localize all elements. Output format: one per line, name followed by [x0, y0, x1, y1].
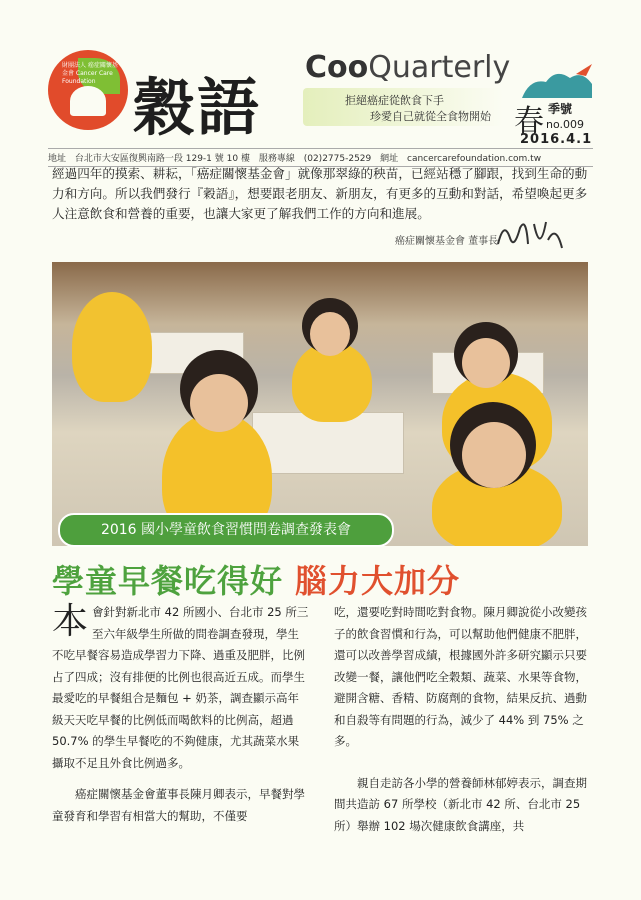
article-right-paragraph-2: 親自走訪各小學的營養師林郁婷表示，調查期間共造訪 67 所學校（新北市 42 所、台北市 25 所）舉辦 102 場次健康飲食講座，共 [334, 775, 587, 833]
photo-caption: 2016 國小學童飲食習慣問卷調查發表會 [58, 513, 394, 547]
signature-graphic [490, 214, 570, 260]
intro-paragraph: 經過四年的摸索、耕耘，「癌症關懷基金會」就像那翠綠的秧苗，已經站穩了腳跟，找到生命的動力和方向。所以我們發行『穀語』，想要跟老朋友、新朋友，有更多的互動和對話，希望喚起更多人注意飲食和營養的重要，也讓大家更了解我們工作的方向和進展。 [52, 166, 588, 221]
article-headline [52, 556, 460, 602]
headline-part-2: 腦力大加分 [295, 562, 461, 600]
address-value: 台北市大安區復興南路一段 129-1 號 10 樓 [74, 154, 250, 164]
brand-chinese-title: 穀語 [133, 71, 262, 144]
photo-child-face [462, 422, 526, 488]
masthead [0, 0, 641, 147]
article-column-right [334, 602, 592, 837]
web-value[interactable]: cancercarefoundation.com.tw [407, 154, 542, 164]
wave-bird-icon [520, 60, 600, 100]
article-right-paragraph-1: 吃，還要吃對時間吃對食物。陳月卿說從小改變孩子的飲食習慣和行為，可以幫助他們健康不肥胖，還可以改善學習成績，根據國外許多研究顯示只要改變一餐，讓他們吃全穀類、蔬菜、水果等食物，避開含糖、香精、防腐劑的食物，結果反抗、過動和自殺等有問題的行為，減少了 44% 到 75% 之多。 [334, 605, 587, 748]
article-left-paragraph-1: 會針對新北市 42 所國小、台北市 25 所三至六年級學生所做的問卷調查發現，學生不吃早餐容易造成學習力下降、過重及肥胖，比例占了四成；沒有排便的比例也很高近五成。而學生最愛吃的早餐組合是麵包 + 奶茶，調查顯示高年級天天吃早餐的比例低而喝飲料的比例高，超過 50.7% 的學生早餐吃的不夠健康，尤其蔬菜水果攝取不足且外食比例過多。 [52, 605, 309, 770]
photo-child-face [462, 338, 510, 388]
photo-child [72, 292, 152, 402]
brand-english-rest: Quarterly [368, 50, 511, 85]
issue-number: no.009 [546, 118, 585, 131]
web-label: 網址 [380, 154, 399, 164]
classroom-photo [52, 262, 588, 546]
issue-label: 季號 [548, 102, 573, 116]
article-left-paragraph-2: 癌症關懷基金會董事長陳月卿表示，早餐對學童發育和學習有相當大的幫助，不僅要 [52, 787, 305, 823]
phone-value: (02)2775-2529 [303, 154, 372, 164]
drop-cap: 本 [52, 601, 89, 642]
brand-english-bold: Coo [305, 50, 369, 85]
heart-icon [70, 86, 106, 116]
photo-child-face [190, 374, 248, 432]
photo-child-face [310, 312, 350, 356]
address-label: 地址 [48, 154, 67, 164]
tagline-line-2: 珍愛自己就從全食物開始 [370, 110, 491, 123]
issue-date: 2016.4.1 [520, 132, 593, 147]
intro-signoff: 癌症關懷基金會 董事長 [395, 236, 499, 247]
article-column-left [52, 602, 310, 827]
brand-english-title [305, 50, 510, 85]
season-char: 春 [514, 104, 544, 139]
headline-part-1: 學童早餐吃得好 [52, 562, 284, 600]
logo-org-text: 財團法人 癌症關懷基金會 Cancer Care Foundation [62, 62, 118, 85]
phone-label: 服務專線 [258, 154, 295, 164]
tagline-line-1: 拒絕癌症從飲食下手 [345, 94, 444, 107]
